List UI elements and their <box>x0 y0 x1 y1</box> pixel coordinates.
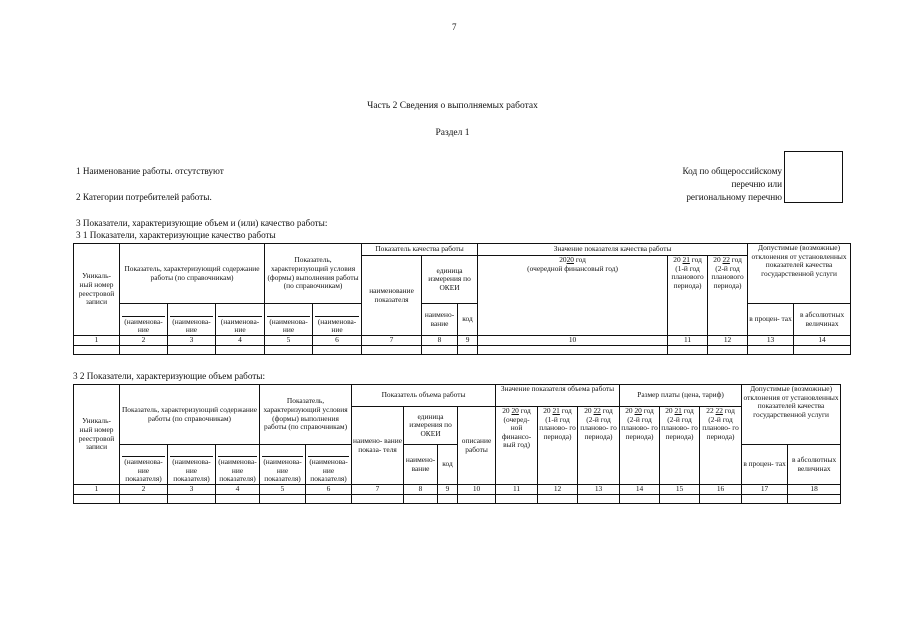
volume-indicators-heading: 3 2 Показатели, характеризующие объем работы: <box>73 371 266 381</box>
deviation-header: Допустимые (возможные) отклонения от установленных показателей качества государственной услуги <box>748 244 851 304</box>
col-number: 10 <box>458 485 496 495</box>
content-sub-2: (наименова- ние показателя) <box>168 445 216 485</box>
col-number: 5 <box>260 485 306 495</box>
col-number: 3 <box>168 336 216 346</box>
quality-indicators-table <box>73 243 851 355</box>
deviation-percent-header: в процен- тах <box>748 304 794 336</box>
table-row <box>74 346 851 355</box>
col-number: 5 <box>265 336 313 346</box>
unique-number-header: Уникаль- ный номер реестровой записи <box>74 385 120 485</box>
fee-year-1-header: 20 21 год (2-й год планово- го периода) <box>660 407 700 485</box>
unique-number-header: Уникаль- ный номер реестровой записи <box>74 244 120 336</box>
unit-code-header: код <box>438 445 458 485</box>
col-number: 2 <box>120 336 168 346</box>
volume-value-header: Значение показателя объема работы <box>496 385 620 407</box>
deviation-header: Допустимые (возможные) отклонения от установленных показателей качества государственной услуги <box>742 385 841 445</box>
conditions-indicator-header: Показатель, характеризующий условия (формы) выполнения работы (по справочникам) <box>260 385 352 445</box>
unit-code-header: код <box>458 304 478 336</box>
value-year-0-header: 20 20 год (очеред- ной финансо- вый год) <box>496 407 538 485</box>
col-number: 3 <box>168 485 216 495</box>
col-number: 13 <box>578 485 620 495</box>
description-header: описание работы <box>458 407 496 485</box>
col-number: 9 <box>458 336 478 346</box>
volume-indicator-header: Показатель объема работы <box>352 385 496 407</box>
conditions-sub-2: (наименова- ние показателя) <box>306 445 352 485</box>
col-number: 9 <box>438 485 458 495</box>
unit-header: единица измерения по ОКЕИ <box>404 407 458 445</box>
indicators-heading: 3 Показатели, характеризующие объем и (или) качество работы: <box>76 218 328 228</box>
conditions-indicator-header: Показатель, характеризующий условия (формы) выполнения работы (по справочникам) <box>265 244 362 304</box>
col-number: 2 <box>120 485 168 495</box>
col-number: 1 <box>74 485 120 495</box>
year-0-header: 2020 год (очередной финансовый год) <box>478 256 668 336</box>
quality-indicator-header: Показатель качества работы <box>362 244 478 256</box>
work-name-line: 1 Наименование работы. отсутствуют <box>76 166 224 176</box>
fee-year-0-header: 20 20 год (2-й год планово- го периода) <box>620 407 660 485</box>
col-number: 7 <box>362 336 422 346</box>
content-sub-1: (наименова- ние <box>120 304 168 336</box>
content-sub-3: (наименова- ние <box>216 304 265 336</box>
code-label-1: Код по общероссийскому <box>682 166 782 176</box>
col-number: 14 <box>620 485 660 495</box>
value-year-2-header: 20 22 год (2-й год планово- го периода) <box>578 407 620 485</box>
column-numbers-row <box>74 336 851 346</box>
registry-code-box[interactable] <box>784 151 843 203</box>
year-1-header: 20 21 год (1-й год планового периода) <box>668 256 708 336</box>
col-number: 17 <box>742 485 788 495</box>
col-number: 6 <box>313 336 362 346</box>
conditions-sub-1: (наименова- ние <box>265 304 313 336</box>
deviation-absolute-header: в абсолютных величинах <box>794 304 851 336</box>
col-number: 7 <box>352 485 404 495</box>
col-number: 8 <box>404 485 438 495</box>
content-indicator-header: Показатель, характеризующий содержание работы (по справочникам) <box>120 244 265 304</box>
table-row <box>74 495 841 504</box>
unit-name-header: наимено- вание <box>422 304 458 336</box>
indicator-name-header: наимено- вание показа- теля <box>352 407 404 485</box>
unit-name-header: наимено- вание <box>404 445 438 485</box>
col-number: 11 <box>496 485 538 495</box>
col-number: 10 <box>478 336 668 346</box>
col-number: 12 <box>708 336 748 346</box>
fee-header: Размер платы (цена, тариф) <box>620 385 742 407</box>
col-number: 4 <box>216 485 260 495</box>
consumer-category-line: 2 Категории потребителей работы. <box>76 192 212 202</box>
section-title: Раздел 1 <box>435 128 470 138</box>
col-number: 1 <box>74 336 120 346</box>
conditions-sub-1: (наименова- ние показателя) <box>260 445 306 485</box>
code-label-2: перечню или <box>731 179 782 189</box>
content-indicator-header: Показатель, характеризующий содержание работы (по справочникам) <box>120 385 260 445</box>
deviation-absolute-header: в абсолютных величинах <box>788 445 841 485</box>
quality-indicators-heading: 3 1 Показатели, характеризующие качество работы <box>76 230 276 240</box>
conditions-sub-2: (наименова- ние <box>313 304 362 336</box>
col-number: 8 <box>422 336 458 346</box>
unit-header: единица измерения по ОКЕИ <box>422 256 478 304</box>
col-number: 14 <box>794 336 851 346</box>
col-number: 16 <box>700 485 742 495</box>
fee-year-2-header: 22 22 год (2-й год планово- го периода) <box>700 407 742 485</box>
value-year-1-header: 20 21 год (1-й год планово- го периода) <box>538 407 578 485</box>
column-numbers-row <box>74 485 841 495</box>
col-number: 12 <box>538 485 578 495</box>
content-sub-2: (наименова- ние <box>168 304 216 336</box>
quality-value-header: Значение показателя качества работы <box>478 244 748 256</box>
volume-indicators-table <box>73 384 841 504</box>
col-number: 11 <box>668 336 708 346</box>
page-number: 7 <box>452 22 457 32</box>
code-label-3: региональному перечню <box>686 192 782 202</box>
col-number: 15 <box>660 485 700 495</box>
col-number: 6 <box>306 485 352 495</box>
deviation-percent-header: в процен- тах <box>742 445 788 485</box>
content-sub-3: (наименова- ние показателя) <box>216 445 260 485</box>
col-number: 13 <box>748 336 794 346</box>
col-number: 18 <box>788 485 841 495</box>
content-sub-1: (наименова- ние показателя) <box>120 445 168 485</box>
year-2-header: 20 22 год (2-й год планового периода) <box>708 256 748 336</box>
col-number: 4 <box>216 336 265 346</box>
indicator-name-header: наименование показателя <box>362 256 422 336</box>
part-title: Часть 2 Сведения о выполняемых работах <box>367 101 538 111</box>
